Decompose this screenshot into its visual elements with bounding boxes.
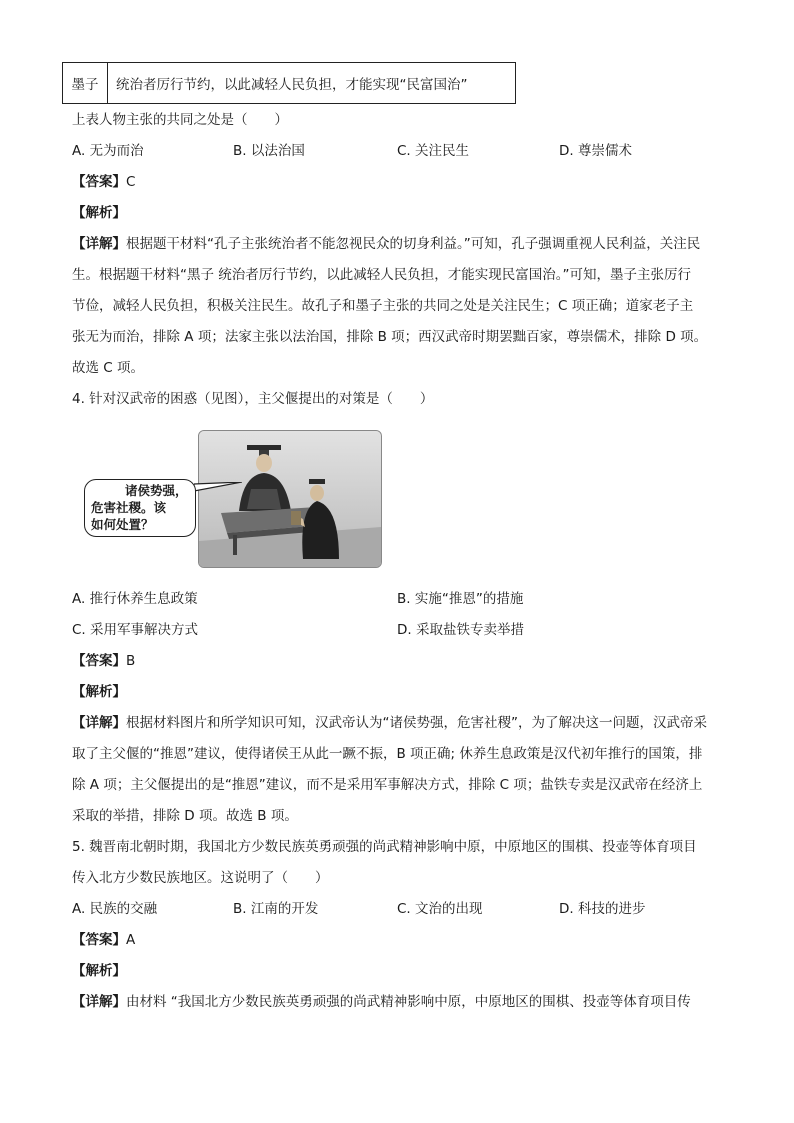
q3-detail-line: 节俭，减轻人民负担，积极关注民生。故孔子和墨子主张的共同之处是关注民生；C 项正确；道家老子主: [72, 298, 694, 314]
q4-answer: [72, 652, 135, 670]
q5-answer: [72, 931, 135, 949]
q5-option-a: A. 民族的交融: [72, 901, 158, 917]
question-3-stem: 上表人物主张的共同之处是（ ）: [72, 112, 288, 128]
q3-detail-line: 【详解】根据题干材料“孔子主张统治者不能忽视民众的切身利益。”可知，孔子强调重视人民利益，关注民: [72, 236, 701, 252]
q5-detail-line: 【详解】由材料 “我国北方少数民族英勇顽强的尚武精神影响中原，中原地区的围棋、投壶等体育项目传: [72, 994, 691, 1010]
q5-option-d: D. 科技的进步: [559, 901, 646, 917]
answer-value: B: [126, 653, 136, 669]
table-cell-name: 墨子: [63, 63, 108, 104]
table-cell-content: 统治者厉行节约，以此减轻人民负担，才能实现“民富国治”: [108, 63, 516, 104]
q3-option-a: A. 无为而治: [72, 143, 144, 159]
answer-value: A: [126, 932, 136, 948]
speech-bubble-tail: [194, 482, 242, 492]
table-row: [63, 63, 516, 104]
q3-answer: [72, 173, 135, 191]
bubble-line: 诸侯势强，: [125, 483, 188, 498]
material-table: [62, 62, 516, 104]
question-5-stem: 传入北方少数民族地区。这说明了（ ）: [72, 870, 329, 886]
q5-option-c: C. 文治的出现: [397, 901, 483, 917]
q4-detail-line: 除 A 项；主父偃提出的是“推恩”建议，而不是采用军事解决方式，排除 C 项；盐铁专卖是汉武帝在经济上: [72, 777, 703, 793]
q4-analysis-tag: 【解析】: [72, 684, 126, 700]
q4-option-a: A. 推行休养生息政策: [72, 591, 198, 607]
bubble-line: 如何处置？: [91, 517, 154, 532]
bubble-line: 危害社稷。该: [91, 500, 167, 515]
q3-detail-line: 生。根据题干材料“黑子 统治者厉行节约，以此减轻人民负担，才能实现民富国治。”可知，墨子主张厉行: [72, 267, 692, 283]
q4-option-b: B. 实施“推恩”的措施: [397, 591, 524, 607]
speech-bubble: [84, 479, 196, 537]
answer-tag: 【答案】: [72, 174, 126, 190]
answer-tag: 【答案】: [72, 932, 126, 948]
q3-analysis-tag: 【解析】: [72, 205, 126, 221]
detail-tag: 【详解】: [72, 994, 126, 1010]
question-4-stem: 4. 针对汉武帝的困惑（见图），主父偃提出的对策是（ ）: [72, 391, 434, 407]
q3-detail-line: 张无为而治，排除 A 项；法家主张以法治国，排除 B 项；西汉武帝时期罢黜百家，尊崇儒术，排除 D 项。: [72, 329, 708, 345]
answer-value: C: [126, 174, 136, 190]
q4-detail-line: 取了主父偃的“推恩”建议，使得诸侯王从此一蹶不振，B 项正确; 休养生息政策是汉代初年推行的国策，排: [72, 746, 703, 762]
emperor-scene-image: [199, 431, 381, 567]
q4-option-c: C. 采用军事解决方式: [72, 622, 199, 638]
q4-detail-line: 采取的举措，排除 D 项。故选 B 项。: [72, 808, 298, 824]
detail-tag: 【详解】: [72, 715, 126, 731]
q5-analysis-tag: 【解析】: [72, 963, 126, 979]
emperor-illustration: [198, 430, 382, 568]
q3-detail-line: 故选 C 项。: [72, 360, 145, 376]
question-5-stem: 5. 魏晋南北朝时期，我国北方少数民族英勇顽强的尚武精神影响中原，中原地区的围棋、投壶等体育项目: [72, 839, 697, 855]
detail-tag: 【详解】: [72, 236, 126, 252]
answer-tag: 【答案】: [72, 653, 126, 669]
q3-option-d: D. 尊崇儒术: [559, 143, 632, 159]
q4-option-d: D. 采取盐铁专卖举措: [397, 622, 524, 638]
q3-option-c: C. 关注民生: [397, 143, 470, 159]
q4-detail-line: 【详解】根据材料图片和所学知识可知，汉武帝认为“诸侯势强，危害社稷”，为了解决这一问题，汉武帝采: [72, 715, 707, 731]
q3-option-b: B. 以法治国: [233, 143, 305, 159]
q5-option-b: B. 江南的开发: [233, 901, 319, 917]
